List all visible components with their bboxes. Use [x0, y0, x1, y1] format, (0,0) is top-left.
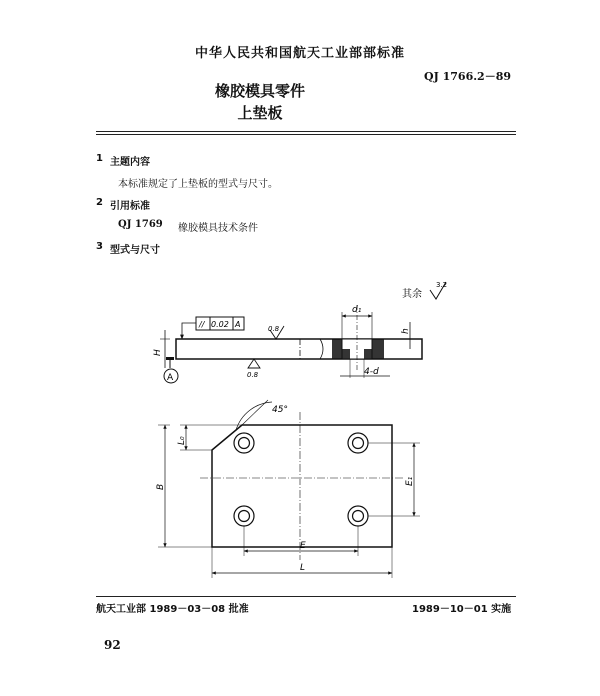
hole-bottom-left [234, 506, 254, 526]
svg-text:E: E [300, 541, 306, 551]
approval-line: 航天工业部 1989－03－08 批准 [96, 604, 249, 615]
section-3-title: 型式与尺寸 [110, 245, 160, 256]
roughness-top-symbol [268, 325, 284, 339]
section-2-title: 引用标准 [110, 201, 150, 212]
svg-text:45°: 45° [272, 405, 288, 415]
roughness-other-label: 其余 [402, 289, 422, 300]
dim-L [212, 547, 392, 578]
footer-rule [96, 596, 516, 597]
svg-text:3.2: 3.2 [436, 281, 448, 289]
section-2-ref-text: 橡胶模具技术条件 [178, 223, 258, 234]
section-3-number: 3 [96, 241, 103, 252]
svg-text:0.02: 0.02 [211, 320, 229, 329]
geometric-tolerance-frame [182, 317, 244, 339]
standard-org-header: 中华人民共和国航天工业部部标准 [194, 46, 405, 61]
hole-top-left [234, 433, 254, 453]
svg-text:h: h [401, 328, 411, 334]
plan-view [200, 412, 404, 560]
standard-code: QJ 1766.2－89 [424, 70, 512, 83]
svg-text:H: H [153, 349, 163, 356]
roughness-other-symbol [430, 281, 447, 299]
dim-4-d [340, 359, 390, 378]
svg-text:E₁: E₁ [405, 476, 415, 486]
effective-line: 1989－10－01 实施 [412, 604, 512, 615]
dim-h [384, 322, 414, 349]
section-2-number: 2 [96, 197, 103, 208]
svg-text:B: B [156, 483, 166, 490]
svg-text:A: A [167, 373, 174, 383]
hole-top-right [348, 433, 368, 453]
svg-text:L: L [300, 563, 306, 573]
section-1-title: 主题内容 [110, 157, 150, 168]
svg-text:L₀: L₀ [177, 436, 187, 445]
side-view [176, 305, 422, 372]
dim-H [153, 330, 170, 368]
dim-E [244, 526, 358, 556]
section-2-ref-code: QJ 1769 [118, 219, 163, 230]
dim-L0 [177, 425, 242, 450]
dim-E1 [368, 443, 420, 516]
svg-text:d₁: d₁ [352, 305, 362, 315]
svg-text://: // [199, 320, 205, 329]
datum-a-marker [164, 357, 178, 383]
svg-text:4-d: 4-d [364, 367, 379, 377]
hole-bottom-right [348, 506, 368, 526]
doc-title: 橡胶模具零件 [214, 82, 305, 100]
doc-subtitle: 上垫板 [237, 104, 283, 122]
page-number: 92 [104, 638, 121, 652]
section-1-number: 1 [96, 153, 103, 164]
section-1-text: 本标准规定了上垫板的型式与尺寸。 [118, 179, 278, 190]
svg-text:A: A [235, 320, 241, 329]
roughness-bottom-symbol [247, 359, 260, 379]
svg-text:0.8: 0.8 [247, 371, 259, 379]
svg-text:0.8: 0.8 [268, 325, 280, 333]
